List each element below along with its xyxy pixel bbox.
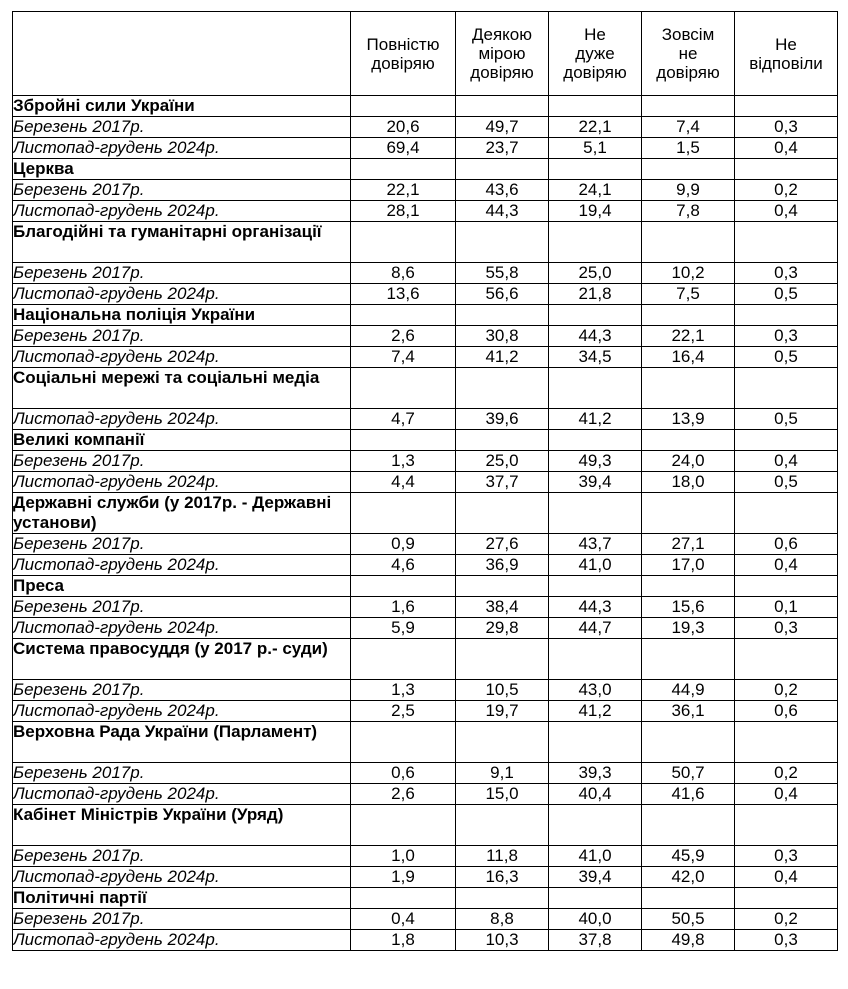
period-label: Березень 2017р. (13, 451, 351, 472)
period-label: Березень 2017р. (13, 117, 351, 138)
empty-cell (456, 576, 549, 597)
category-row (13, 639, 838, 680)
empty-cell (642, 493, 735, 534)
value-cell: 0,5 (735, 347, 838, 368)
value-cell: 41,6 (642, 784, 735, 805)
value-cell: 22,1 (642, 326, 735, 347)
value-cell: 7,4 (351, 347, 456, 368)
empty-cell (351, 222, 456, 263)
empty-cell (456, 805, 549, 846)
empty-cell (642, 430, 735, 451)
period-label: Листопад-грудень 2024р. (13, 347, 351, 368)
value-cell: 20,6 (351, 117, 456, 138)
table-row (13, 701, 838, 722)
value-cell: 8,6 (351, 263, 456, 284)
empty-cell (549, 430, 642, 451)
period-label: Листопад-грудень 2024р. (13, 618, 351, 639)
period-label: Листопад-грудень 2024р. (13, 867, 351, 888)
table-row (13, 763, 838, 784)
value-cell: 19,7 (456, 701, 549, 722)
value-cell: 39,4 (549, 867, 642, 888)
table-row (13, 284, 838, 305)
value-cell: 0,4 (735, 451, 838, 472)
header-cell-no-answer: Не відповіли (735, 12, 838, 96)
period-label: Березень 2017р. (13, 763, 351, 784)
value-cell: 41,2 (456, 347, 549, 368)
empty-cell (642, 96, 735, 117)
table-row (13, 138, 838, 159)
value-cell: 13,9 (642, 409, 735, 430)
category-row (13, 722, 838, 763)
value-cell: 29,8 (456, 618, 549, 639)
value-cell: 43,6 (456, 180, 549, 201)
category-label: Преса (13, 576, 351, 597)
value-cell: 22,1 (549, 117, 642, 138)
value-cell: 1,0 (351, 846, 456, 867)
table-row (13, 909, 838, 930)
category-row (13, 368, 838, 409)
period-label: Листопад-грудень 2024р. (13, 201, 351, 222)
category-row (13, 159, 838, 180)
value-cell: 43,7 (549, 534, 642, 555)
period-label: Листопад-грудень 2024р. (13, 930, 351, 951)
value-cell: 41,0 (549, 846, 642, 867)
value-cell: 44,3 (549, 326, 642, 347)
value-cell: 16,4 (642, 347, 735, 368)
value-cell: 0,3 (735, 846, 838, 867)
value-cell: 25,0 (549, 263, 642, 284)
value-cell: 13,6 (351, 284, 456, 305)
table-row (13, 347, 838, 368)
category-row (13, 222, 838, 263)
value-cell: 17,0 (642, 555, 735, 576)
table-row (13, 930, 838, 951)
value-cell: 0,9 (351, 534, 456, 555)
category-label: Політичні партії (13, 888, 351, 909)
empty-cell (735, 576, 838, 597)
value-cell: 0,4 (735, 555, 838, 576)
empty-cell (642, 305, 735, 326)
value-cell: 41,2 (549, 409, 642, 430)
value-cell: 0,2 (735, 909, 838, 930)
empty-cell (735, 722, 838, 763)
empty-cell (735, 493, 838, 534)
value-cell: 7,8 (642, 201, 735, 222)
category-label: Великі компанії (13, 430, 351, 451)
empty-cell (456, 368, 549, 409)
value-cell: 7,4 (642, 117, 735, 138)
table-row (13, 618, 838, 639)
value-cell: 36,9 (456, 555, 549, 576)
value-cell: 0,5 (735, 409, 838, 430)
value-cell: 0,3 (735, 618, 838, 639)
value-cell: 7,5 (642, 284, 735, 305)
value-cell: 39,6 (456, 409, 549, 430)
period-label: Березень 2017р. (13, 180, 351, 201)
empty-cell (549, 222, 642, 263)
value-cell: 2,5 (351, 701, 456, 722)
category-label: Церква (13, 159, 351, 180)
value-cell: 23,7 (456, 138, 549, 159)
value-cell: 0,5 (735, 472, 838, 493)
value-cell: 39,3 (549, 763, 642, 784)
empty-cell (456, 222, 549, 263)
table-row (13, 846, 838, 867)
value-cell: 27,1 (642, 534, 735, 555)
empty-cell (642, 888, 735, 909)
value-cell: 30,8 (456, 326, 549, 347)
value-cell: 9,9 (642, 180, 735, 201)
category-row (13, 96, 838, 117)
value-cell: 43,0 (549, 680, 642, 701)
empty-cell (351, 430, 456, 451)
empty-cell (351, 722, 456, 763)
empty-cell (735, 159, 838, 180)
value-cell: 42,0 (642, 867, 735, 888)
header-cell-not-really-trust: Не дуже довіряю (549, 12, 642, 96)
period-label: Березень 2017р. (13, 534, 351, 555)
period-label: Березень 2017р. (13, 263, 351, 284)
value-cell: 44,3 (549, 597, 642, 618)
category-label: Соціальні мережі та соціальні медіа (13, 368, 351, 409)
period-label: Листопад-грудень 2024р. (13, 138, 351, 159)
value-cell: 25,0 (456, 451, 549, 472)
value-cell: 28,1 (351, 201, 456, 222)
value-cell: 0,5 (735, 284, 838, 305)
empty-cell (735, 888, 838, 909)
period-label: Листопад-грудень 2024р. (13, 284, 351, 305)
table-row (13, 867, 838, 888)
value-cell: 0,4 (735, 138, 838, 159)
value-cell: 55,8 (456, 263, 549, 284)
empty-cell (351, 576, 456, 597)
period-label: Березень 2017р. (13, 326, 351, 347)
value-cell: 41,0 (549, 555, 642, 576)
header-row (13, 12, 838, 96)
category-label: Система правосуддя (у 2017 р.- суди) (13, 639, 351, 680)
value-cell: 19,3 (642, 618, 735, 639)
value-cell: 9,1 (456, 763, 549, 784)
trust-table (12, 11, 838, 951)
category-row (13, 430, 838, 451)
value-cell: 49,7 (456, 117, 549, 138)
empty-cell (351, 159, 456, 180)
value-cell: 0,3 (735, 326, 838, 347)
empty-cell (549, 888, 642, 909)
period-label: Листопад-грудень 2024р. (13, 701, 351, 722)
value-cell: 18,0 (642, 472, 735, 493)
value-cell: 21,8 (549, 284, 642, 305)
period-label: Березень 2017р. (13, 680, 351, 701)
empty-cell (549, 639, 642, 680)
empty-cell (351, 493, 456, 534)
value-cell: 8,8 (456, 909, 549, 930)
value-cell: 16,3 (456, 867, 549, 888)
value-cell: 45,9 (642, 846, 735, 867)
value-cell: 5,9 (351, 618, 456, 639)
period-label: Листопад-грудень 2024р. (13, 472, 351, 493)
value-cell: 22,1 (351, 180, 456, 201)
value-cell: 0,3 (735, 117, 838, 138)
value-cell: 44,3 (456, 201, 549, 222)
empty-cell (642, 159, 735, 180)
header-cell-fully-trust: Повністю довіряю (351, 12, 456, 96)
category-label: Збройні сили України (13, 96, 351, 117)
table-row (13, 555, 838, 576)
value-cell: 1,8 (351, 930, 456, 951)
value-cell: 2,6 (351, 326, 456, 347)
empty-cell (735, 639, 838, 680)
empty-cell (642, 576, 735, 597)
value-cell: 44,7 (549, 618, 642, 639)
empty-cell (735, 96, 838, 117)
empty-cell (456, 722, 549, 763)
value-cell: 11,8 (456, 846, 549, 867)
empty-cell (456, 493, 549, 534)
empty-cell (549, 493, 642, 534)
value-cell: 2,6 (351, 784, 456, 805)
category-label: Державні служби (у 2017р. - Державні установи) (13, 493, 351, 534)
value-cell: 4,6 (351, 555, 456, 576)
value-cell: 40,0 (549, 909, 642, 930)
empty-cell (735, 222, 838, 263)
table-row (13, 784, 838, 805)
value-cell: 34,5 (549, 347, 642, 368)
value-cell: 1,5 (642, 138, 735, 159)
value-cell: 44,9 (642, 680, 735, 701)
period-label: Березень 2017р. (13, 597, 351, 618)
value-cell: 56,6 (456, 284, 549, 305)
empty-cell (351, 805, 456, 846)
empty-cell (351, 639, 456, 680)
empty-cell (735, 805, 838, 846)
value-cell: 0,6 (735, 534, 838, 555)
category-row (13, 305, 838, 326)
empty-cell (456, 96, 549, 117)
table-row (13, 409, 838, 430)
empty-cell (456, 639, 549, 680)
value-cell: 1,3 (351, 680, 456, 701)
empty-cell (351, 888, 456, 909)
value-cell: 1,3 (351, 451, 456, 472)
value-cell: 15,0 (456, 784, 549, 805)
value-cell: 49,8 (642, 930, 735, 951)
value-cell: 0,2 (735, 680, 838, 701)
value-cell: 50,5 (642, 909, 735, 930)
value-cell: 41,2 (549, 701, 642, 722)
table-row (13, 263, 838, 284)
category-row (13, 888, 838, 909)
empty-cell (456, 430, 549, 451)
value-cell: 0,6 (735, 701, 838, 722)
value-cell: 24,0 (642, 451, 735, 472)
value-cell: 0,4 (351, 909, 456, 930)
empty-cell (549, 722, 642, 763)
value-cell: 0,6 (351, 763, 456, 784)
value-cell: 1,9 (351, 867, 456, 888)
value-cell: 39,4 (549, 472, 642, 493)
header-cell-somewhat-trust: Деякою мірою довіряю (456, 12, 549, 96)
empty-cell (549, 96, 642, 117)
empty-cell (351, 96, 456, 117)
value-cell: 4,7 (351, 409, 456, 430)
value-cell: 15,6 (642, 597, 735, 618)
empty-cell (549, 805, 642, 846)
empty-cell (642, 722, 735, 763)
category-label: Національна поліція України (13, 305, 351, 326)
value-cell: 0,2 (735, 763, 838, 784)
period-label: Листопад-грудень 2024р. (13, 784, 351, 805)
category-row (13, 493, 838, 534)
period-label: Березень 2017р. (13, 846, 351, 867)
table-row (13, 472, 838, 493)
value-cell: 24,1 (549, 180, 642, 201)
empty-cell (456, 305, 549, 326)
period-label: Листопад-грудень 2024р. (13, 409, 351, 430)
value-cell: 0,3 (735, 930, 838, 951)
table-row (13, 534, 838, 555)
value-cell: 50,7 (642, 763, 735, 784)
empty-cell (456, 159, 549, 180)
header-cell-empty (13, 12, 351, 96)
empty-cell (351, 368, 456, 409)
header-cell-not-trust-at-all: Зовсім не довіряю (642, 12, 735, 96)
category-label: Благодійні та гуманітарні організації (13, 222, 351, 263)
empty-cell (642, 368, 735, 409)
table-body (13, 96, 838, 951)
value-cell: 4,4 (351, 472, 456, 493)
empty-cell (549, 305, 642, 326)
table-row (13, 201, 838, 222)
empty-cell (735, 430, 838, 451)
empty-cell (549, 159, 642, 180)
empty-cell (735, 305, 838, 326)
table-row (13, 451, 838, 472)
empty-cell (456, 888, 549, 909)
category-label: Верховна Рада України (Парламент) (13, 722, 351, 763)
category-label: Кабінет Міністрів України (Уряд) (13, 805, 351, 846)
value-cell: 37,8 (549, 930, 642, 951)
table-row (13, 597, 838, 618)
value-cell: 27,6 (456, 534, 549, 555)
value-cell: 10,2 (642, 263, 735, 284)
table-row (13, 180, 838, 201)
value-cell: 36,1 (642, 701, 735, 722)
period-label: Березень 2017р. (13, 909, 351, 930)
period-label: Листопад-грудень 2024р. (13, 555, 351, 576)
empty-cell (735, 368, 838, 409)
category-row (13, 805, 838, 846)
value-cell: 49,3 (549, 451, 642, 472)
table-row (13, 680, 838, 701)
empty-cell (351, 305, 456, 326)
value-cell: 0,3 (735, 263, 838, 284)
value-cell: 1,6 (351, 597, 456, 618)
value-cell: 0,4 (735, 784, 838, 805)
empty-cell (549, 576, 642, 597)
value-cell: 69,4 (351, 138, 456, 159)
value-cell: 0,4 (735, 201, 838, 222)
empty-cell (642, 639, 735, 680)
value-cell: 5,1 (549, 138, 642, 159)
table-row (13, 326, 838, 347)
value-cell: 0,4 (735, 867, 838, 888)
category-row (13, 576, 838, 597)
table-row (13, 117, 838, 138)
empty-cell (642, 222, 735, 263)
value-cell: 10,3 (456, 930, 549, 951)
value-cell: 0,2 (735, 180, 838, 201)
empty-cell (642, 805, 735, 846)
value-cell: 40,4 (549, 784, 642, 805)
value-cell: 38,4 (456, 597, 549, 618)
value-cell: 37,7 (456, 472, 549, 493)
value-cell: 10,5 (456, 680, 549, 701)
empty-cell (549, 368, 642, 409)
value-cell: 0,1 (735, 597, 838, 618)
value-cell: 19,4 (549, 201, 642, 222)
